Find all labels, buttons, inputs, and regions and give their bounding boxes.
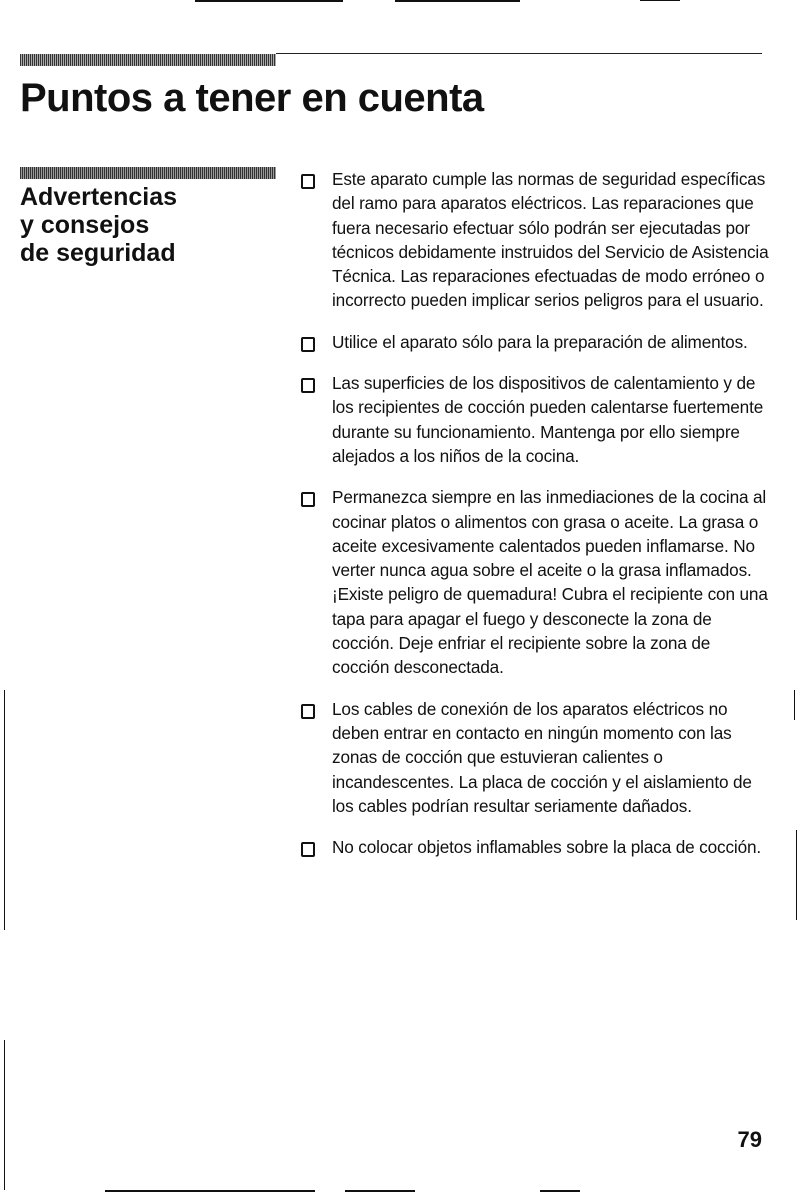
scan-line-top-3 <box>640 0 680 1</box>
list-item-text: Utilice el aparato sólo para la preparación de alimentos. <box>332 331 748 352</box>
checkbox-icon <box>301 378 315 393</box>
list-item-text: Las superficies de los dispositivos de calentamiento y de los recipientes de cocción pueden calentarse fuertemente durante su funcionamiento. Mantenga por ello siempre alejados a los niños de la cocina. <box>332 373 764 466</box>
checkbox-icon <box>301 704 315 719</box>
section-heading-line-1: Advertencias <box>20 183 178 211</box>
list-item <box>300 835 770 859</box>
section-heading-line-2: y consejos <box>20 211 150 239</box>
list-item <box>300 485 770 679</box>
list-item <box>300 330 770 354</box>
scan-line-bottom-3 <box>540 1190 580 1192</box>
checkbox-icon <box>301 337 315 352</box>
checkbox-icon <box>301 174 315 189</box>
list-item <box>300 167 770 313</box>
scan-line-right-1 <box>796 830 797 920</box>
safety-list <box>300 167 770 876</box>
scan-line-top-2 <box>395 0 520 2</box>
checkbox-icon <box>301 842 315 857</box>
checkbox-icon <box>301 492 315 507</box>
list-item-text: Los cables de conexión de los aparatos eléctricos no deben entrar en contacto en ningún momento con las zonas de cocción que estuvieran calientes o incandescentes. La placa de cocción y el aislamiento de los cables podrían resultar seriamente dañados. <box>332 698 752 816</box>
scan-line-bottom-1 <box>105 1190 315 1192</box>
scan-line-left-2 <box>4 1040 5 1190</box>
page-title: Puntos a tener en cuenta <box>20 76 484 120</box>
scan-line-top-1 <box>195 0 343 2</box>
scan-line-right-2 <box>794 690 795 720</box>
list-item-text: No colocar objetos inflamables sobre la placa de cocción. <box>332 837 762 858</box>
list-item <box>300 697 770 818</box>
list-item-text: Este aparato cumple las normas de seguridad específicas del ramo para aparatos eléctricos. Las reparaciones que fuera necesario efectuar sólo podrán ser ejecutadas por técnicos debidamente instruidos del Servicio de Asistencia Técnica. Las reparaciones efectuadas de modo erróneo o incorrecto pueden implicar serios peligros para el usuario. <box>332 169 769 311</box>
page-number: 79 <box>737 1127 762 1152</box>
scan-line-bottom-2 <box>345 1190 415 1192</box>
section-heading <box>20 183 280 267</box>
section-shaded-bar <box>20 167 276 179</box>
scan-line-left-1 <box>4 690 5 930</box>
list-item-text: Permanezca siempre en las inmediaciones de la cocina al cocinar platos o alimentos con grasa o aceite. La grasa o aceite excesivamente calentados pueden inflamarse. No verter nunca agua sobre el aceite o la grasa inflamados. ¡Existe peligro de quemadura! Cubra el recipiente con una tapa para apagar el fuego y desconecte la zona de cocción. Deje enfriar el recipiente sobre la zona de cocción desconectada. <box>332 487 768 678</box>
list-item <box>300 371 770 468</box>
header-rule <box>276 53 762 54</box>
header-shaded-bar <box>20 54 276 66</box>
section-heading-line-3: de seguridad <box>20 239 176 267</box>
